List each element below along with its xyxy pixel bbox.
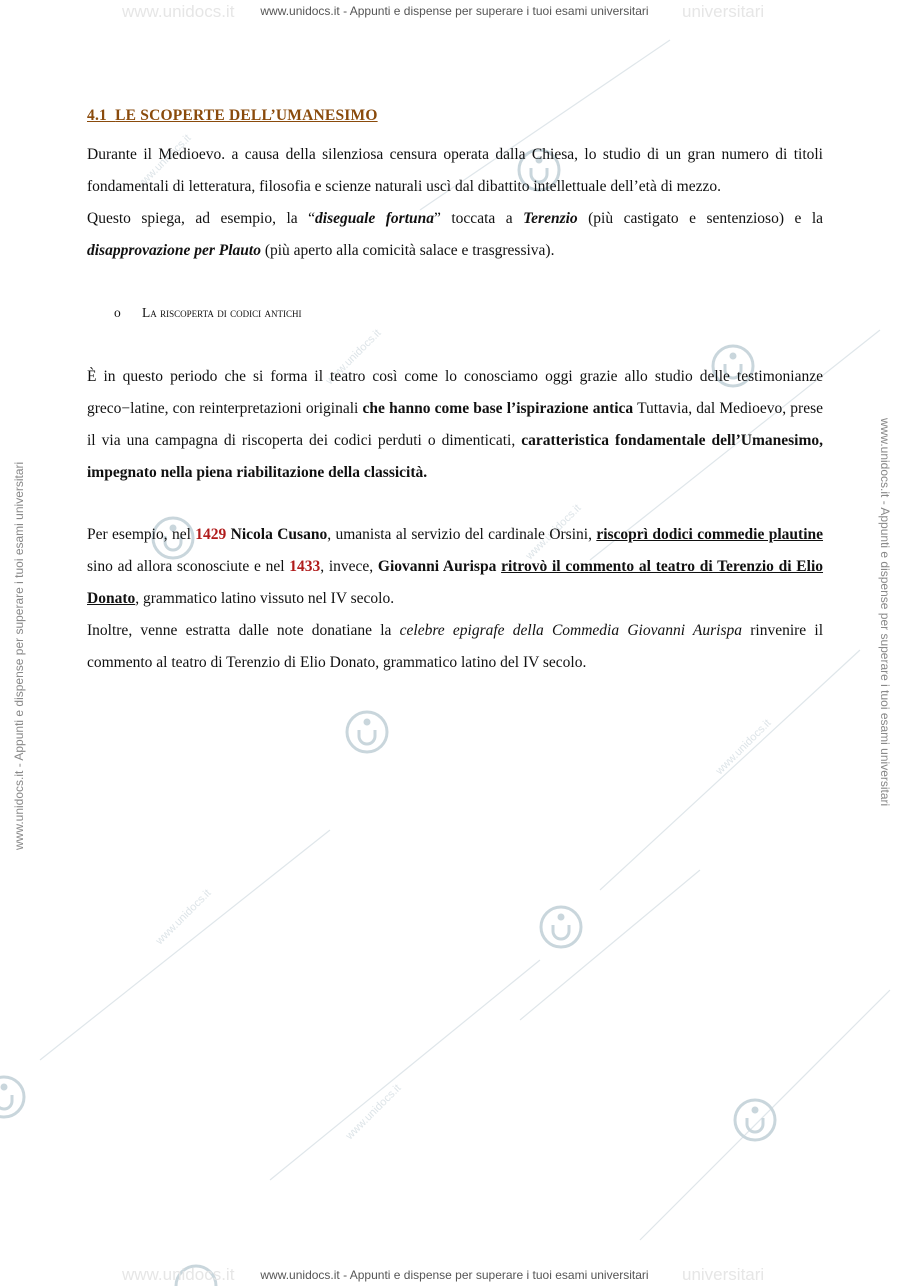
emphasis-ispirazione: che hanno come base l’ispirazione antica — [362, 400, 634, 417]
watermark-side-left: www.unidocs.it - Appunti e dispense per superare i tuoi esami universitari — [12, 461, 26, 850]
watermark-diagonal: www.unidocs.it — [713, 717, 774, 778]
section-title: LE SCOPERTE DELL’UMANESIMO — [115, 107, 378, 124]
bullet-item — [114, 303, 823, 323]
unidocs-logo-icon — [347, 712, 387, 752]
watermark-ghost: universitari — [682, 1265, 765, 1284]
watermark-diagonal: www.unidocs.it — [153, 887, 214, 948]
year-1429: 1429 — [195, 526, 227, 543]
section-number: 4.1 — [87, 107, 107, 124]
bullet-text: La riscoperta di codici antichi — [142, 305, 302, 320]
emphasis-terenzio: Terenzio — [523, 210, 578, 227]
emphasis-dodici-commedie: riscoprì dodici commedie plautine — [596, 526, 824, 543]
unidocs-logo-icon — [735, 1100, 775, 1140]
watermark-diagonal: www.unidocs.it — [523, 502, 584, 563]
watermark-ghost: www.unidocs.it — [122, 1265, 235, 1284]
watermark-ghost: universitari — [682, 2, 765, 21]
emphasis-epigrafe: celebre epigrafe della Commedia Giovanni Aurispa — [399, 622, 743, 639]
paragraph-esempio: Per esempio, nel 1429 Nicola Cusano, umanista al servizio del cardinale Orsini, riscoprì dodici commedie plautine sino ad allora sconosciute e nel 1433, invece, Giovanni Aurispa ritrovò il commento al teatro di Terenzio di Elio Donato, grammatico latino vissuto nel IV secolo. — [87, 526, 824, 607]
section-heading — [87, 107, 823, 125]
emphasis-umanesimo: caratteristica fondamentale dell’Umanesimo, impegnato nella piena riabilitazione della classicità. — [87, 432, 823, 481]
bullet-marker: o — [114, 305, 121, 320]
watermark-header: www.unidocs.it - Appunti e dispense per superare i tuoi esami universitari — [260, 4, 649, 18]
watermark-footer: www.unidocs.it - Appunti e dispense per superare i tuoi esami universitari — [260, 1268, 649, 1282]
unidocs-logo-icon — [541, 907, 581, 947]
watermark-ghost: www.unidocs.it — [122, 2, 235, 21]
emphasis-plauto: disapprovazione per Plauto — [87, 242, 261, 259]
paragraph-inoltre: Inoltre, venne estratta dalle note donatiane la celebre epigrafe della Commedia Giovanni Aurispa rinvenire il commento al teatro di Terenzio di Elio Donato, grammatico latino del IV secolo. — [87, 622, 824, 671]
watermark-diagonal: www.unidocs.it — [343, 1082, 404, 1143]
paragraph-teatro: È in questo periodo che si forma il teatro così come lo conosciamo oggi grazie allo studio delle testimonianze greco−latine, con reinterpretazioni originali che hanno come base l’ispirazione antica Tuttavia, dal Medioevo, prese il via una campagna di riscoperta dei codici perduti o dimenticati, caratteristica fondamentale dell’Umanesimo, impegnato nella piena riabilitazione della classicità. — [87, 368, 823, 481]
name-aurispa: Giovanni Aurispa — [377, 558, 497, 575]
paragraph-fortuna: Questo spiega, ad esempio, la “diseguale fortuna” toccata a Terenzio (più castigato e sentenzioso) e la disapprovazione per Plauto (più aperto alla comicità salace e trasgressiva). — [87, 210, 824, 259]
emphasis-commento-terenzio: ritrovò il commento al teatro di Terenzio di Elio Donato — [87, 558, 824, 607]
name-cusano: Nicola Cusano — [230, 526, 328, 543]
watermark-side-right: www.unidocs.it - Appunti e dispense per superare i tuoi esami universitari — [878, 418, 892, 807]
year-1433: 1433 — [289, 558, 321, 575]
emphasis-diseguale-fortuna: diseguale fortuna — [315, 210, 435, 227]
document-body — [87, 107, 823, 679]
watermark-diagonal: www.unidocs.it — [323, 327, 384, 388]
unidocs-logo-icon — [0, 1077, 24, 1117]
watermark-diagonal: www.unidocs.it — [133, 132, 194, 193]
paragraph-medioevo: Durante il Medioevo. a causa della silenziosa censura operata dalla Chiesa, lo studio di un gran numero di titoli fondamentali di letteratura, filosofia e scienze naturali uscì dal dibattito intellettuale dell’età di mezzo. — [87, 146, 823, 195]
